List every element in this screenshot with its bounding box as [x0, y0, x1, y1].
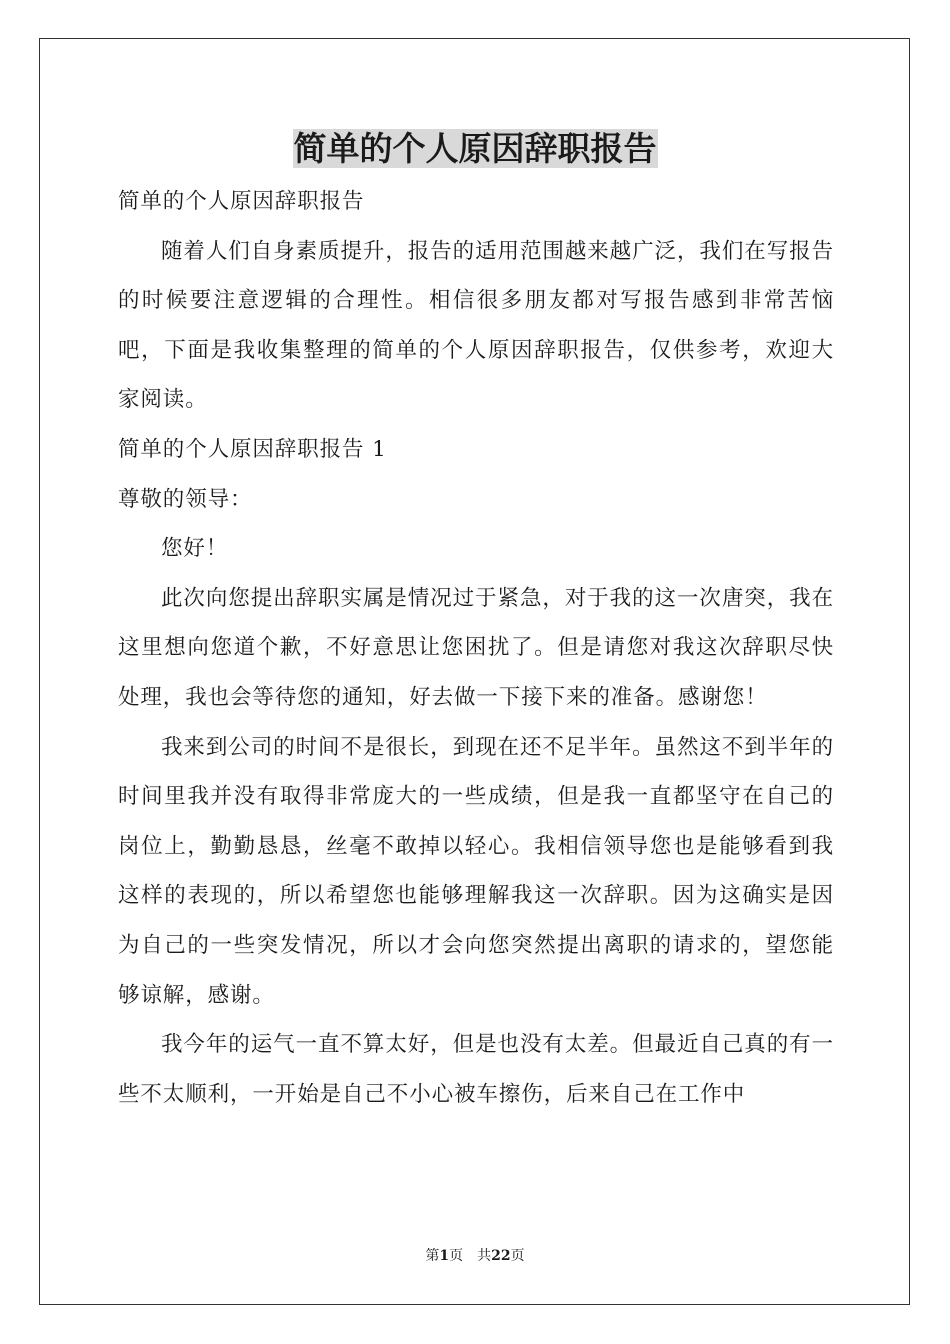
paragraph-salutation: 尊敬的领导：: [118, 486, 253, 512]
paragraph-section-heading: 简单的个人原因辞职报告 1: [118, 436, 387, 462]
paragraph-subtitle: 简单的个人原因辞职报告: [118, 189, 365, 214]
footer-total-pages: 22: [491, 1248, 511, 1264]
paragraph-body-3: 我今年的运气一直不算太好，但是也没有太差。但最近自己真的有一些不太顺利，一开始是自己不小心被车擦伤，后来自己在工作中: [118, 1032, 834, 1107]
document-title: [0, 126, 950, 172]
paragraph-body-2: 我来到公司的时间不是很长，到现在还不足半年。虽然这不到半年的时间里我并没有取得非常庞大的一些成绩，但是我一直都坚守在自己的岗位上，勤勤恳恳，丝毫不敢掉以轻心。我相信领导您也是能够看到我这样的表现的，所以希望您也能够理解我这一次辞职。因为这确实是因为自己的一些突发情况，所以才会向您突然提出离职的请求的，望您能够谅解，感谢。: [118, 734, 834, 1008]
page-footer: [0, 1246, 950, 1266]
document-title-text: 简单的个人原因辞职报告: [293, 129, 657, 168]
document-body: [118, 177, 834, 1119]
footer-total-prefix: 共: [477, 1248, 492, 1264]
footer-page-prefix: 第: [425, 1248, 440, 1264]
paragraph-intro: 随着人们自身素质提升，报告的适用范围越来越广泛，我们在写报告的时候要注意逻辑的合理性。相信很多朋友都对写报告感到非常苦恼吧，下面是我收集整理的简单的个人原因辞职报告，仅供参考，欢迎大家阅读。: [118, 238, 834, 413]
footer-page-number: 1: [439, 1248, 450, 1264]
footer-page-suffix: 页: [449, 1248, 464, 1264]
paragraph-greeting: 您好！: [161, 536, 229, 562]
footer-total-suffix: 页: [510, 1248, 525, 1264]
paragraph-body-1: 此次向您提出辞职实属是情况过于紧急，对于我的这一次唐突，我在这里想向您道个歉，不好意思让您困扰了。但是请您对我这次辞职尽快处理，我也会等待您的通知，好去做一下接下来的准备。感谢您！: [118, 585, 834, 710]
